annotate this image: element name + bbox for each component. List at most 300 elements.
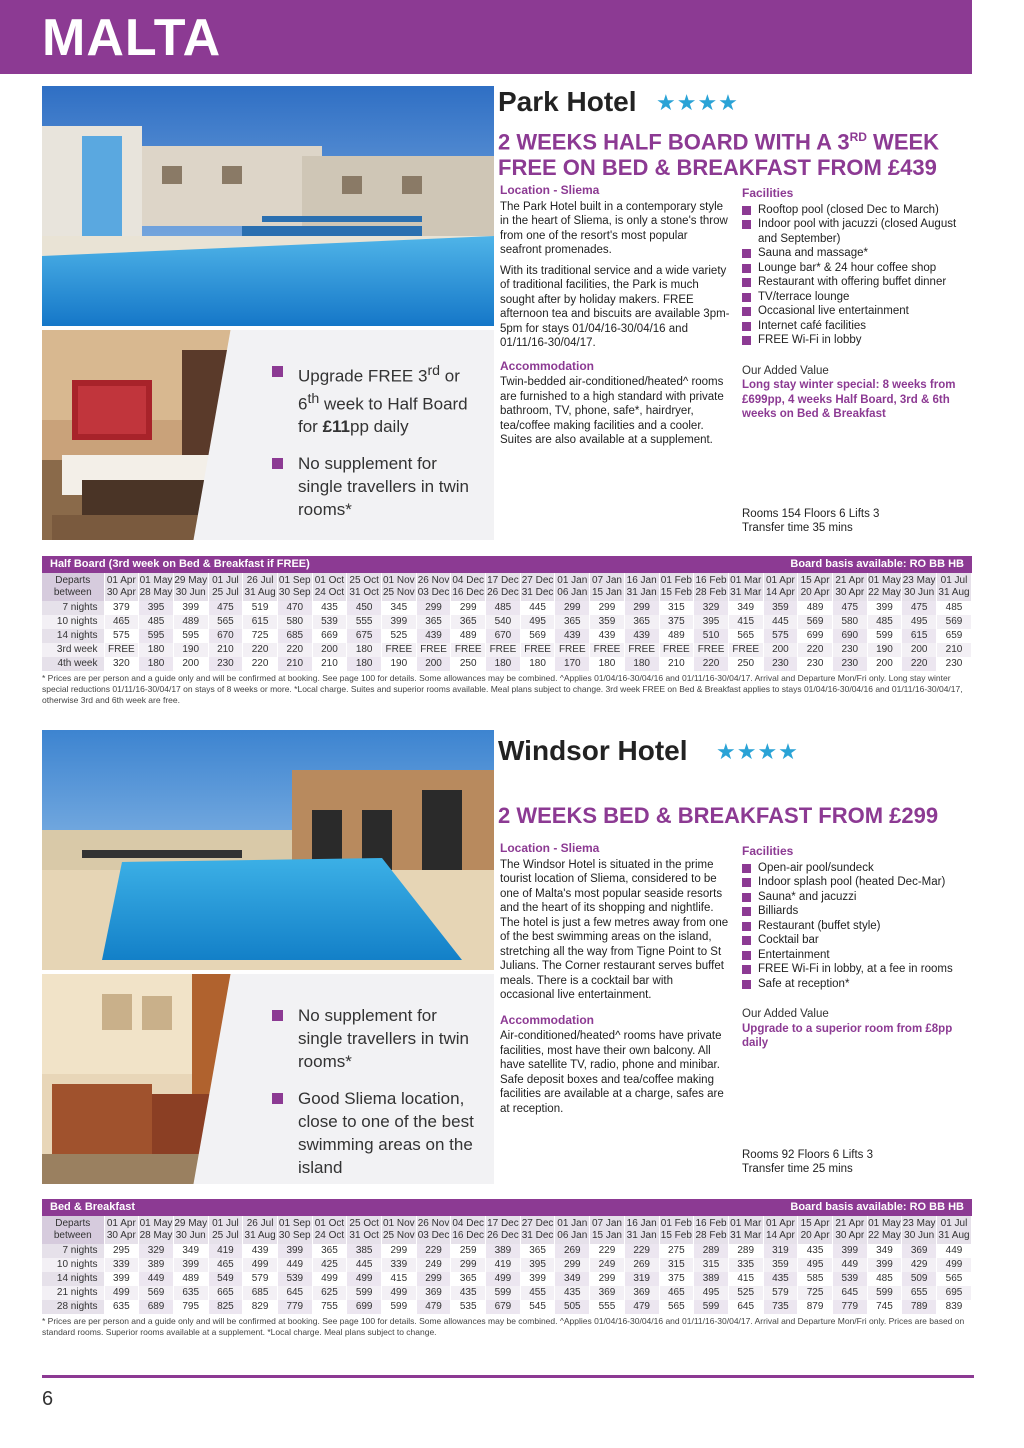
period-start: 01 Apr: [106, 575, 136, 586]
facility-item: Sauna and massage*: [742, 246, 972, 261]
price-cell: 635: [173, 1286, 208, 1300]
period-start: 01 Feb: [660, 575, 692, 586]
row-label: 14 nights: [42, 629, 104, 643]
period-header: [451, 573, 486, 601]
price-cell: 220: [243, 657, 278, 671]
park-stats-rooms: Rooms 154 Floors 6 Lifts 3: [742, 508, 880, 520]
period-end: 28 May: [139, 1230, 173, 1241]
price-cell: 685: [277, 629, 312, 643]
price-cell: 625: [312, 1286, 347, 1300]
price-cell: 180: [520, 657, 555, 671]
period-start: 01 Jul: [940, 575, 968, 586]
price-cell: 539: [312, 615, 347, 629]
price-cell: 645: [728, 1300, 763, 1314]
park-location-text: The Park Hotel built in a contemporary style in the heart of Sliema, is only a stone's throw from one of the resort's most popular seafront promenades.: [500, 200, 728, 256]
park-price-title: Half Board (3rd week on Bed & Breakfast if FREE): [50, 558, 310, 570]
price-cell: 659: [937, 629, 972, 643]
facility-item: Indoor pool with jacuzzi (closed August and September): [742, 217, 972, 246]
price-cell: 449: [139, 1272, 174, 1286]
period-start: 01 Mar: [730, 575, 762, 586]
period-end: 31 Oct: [349, 1230, 379, 1241]
price-cell: 499: [382, 1286, 417, 1300]
period-end: 06 Jan: [557, 1230, 588, 1241]
windsor-board-basis: Board basis available: RO BB HB: [790, 1201, 964, 1213]
price-cell: 735: [763, 1300, 798, 1314]
facility-item: Rooftop pool (closed Dec to March): [742, 203, 972, 218]
price-cell: 399: [867, 1258, 902, 1272]
park-stats: [742, 507, 879, 535]
price-cell: 399: [173, 601, 208, 615]
price-cell: 190: [867, 643, 902, 657]
period-start: 04 Dec: [452, 575, 485, 586]
period-end: 31 Jan: [626, 587, 657, 598]
windsor-accommodation-heading: Accommodation: [500, 1012, 595, 1027]
park-price-notes: * Prices are per person and a guide only and will be confirmed at booking. See page 100 for details. Some allowances may be combined. ^Applies 01/04/16-30/04/16 and 01/11/16-30/04/17. Arrival and Departure Mon/Fri only. Long stay winter special reductions 01/11/16-30/04/17 on stays of 8 weeks or more. *Local charge. Suites and superior rooms available. Meal plans subject to change. 3rd week FREE on Bed & Breakfast applies to stays 01/04/16-30/04/16 and 01/11/16-30/04/17, otherwise 3rd and 6th week are free.: [42, 673, 963, 705]
price-cell: 299: [451, 1258, 486, 1272]
departs-label: Departs between: [42, 1216, 104, 1244]
park-promo-box: [232, 330, 494, 540]
row-label: 14 nights: [42, 1272, 104, 1286]
price-cell: 495: [694, 1286, 729, 1300]
period-start: 27 Dec: [521, 575, 554, 586]
price-cell: 455: [520, 1286, 555, 1300]
price-cell: 555: [347, 615, 382, 629]
facility-item: FREE Wi-Fi in lobby: [742, 333, 972, 348]
price-cell: 320: [104, 657, 139, 671]
period-header: [416, 1216, 451, 1244]
period-header: [832, 573, 867, 601]
price-cell: 755: [312, 1300, 347, 1314]
price-cell: 465: [208, 1258, 243, 1272]
page-title: MALTA: [42, 9, 222, 67]
park-price-table: [42, 556, 972, 706]
facility-item: Indoor splash pool (heated Dec-Mar): [742, 875, 972, 890]
period-header: [277, 1216, 312, 1244]
price-cell: 220: [798, 643, 833, 657]
price-cell: 249: [416, 1258, 451, 1272]
period-header: [173, 1216, 208, 1244]
price-cell: 365: [520, 1244, 555, 1258]
price-cell: 359: [763, 601, 798, 615]
period-header: [902, 1216, 937, 1244]
price-cell: 879: [798, 1300, 833, 1314]
price-cell: 489: [451, 629, 486, 643]
price-cell: 299: [555, 1258, 590, 1272]
period-end: 26 Dec: [487, 587, 519, 598]
price-cell: 379: [104, 601, 139, 615]
period-start: 17 Dec: [487, 575, 519, 586]
price-cell: 575: [104, 629, 139, 643]
park-board-basis: Board basis available: RO BB HB: [790, 558, 964, 570]
period-header: [243, 1216, 278, 1244]
price-cell: 695: [937, 1286, 972, 1300]
park-hotel-name: Park Hotel: [498, 86, 637, 117]
period-header: [798, 1216, 833, 1244]
period-header: [382, 573, 417, 601]
price-cell: 475: [208, 601, 243, 615]
period-header: [937, 1216, 972, 1244]
windsor-location-text: The Windsor Hotel is situated in the prime tourist location of Sliema, considered to be one of Malta's most popular seaside resorts and the heart of its shopping and nightlife. The hotel is just a few metres away from one of the best swimming areas on the island, stretching all the way from Tigne Point to St Julians. The Corner restaurant serves buffet meals. There is a cocktail bar with occasional live entertainment.: [500, 858, 729, 1001]
price-cell: 299: [624, 601, 659, 615]
price-cell: 485: [867, 1272, 902, 1286]
period-end: 15 Jan: [591, 587, 622, 598]
facility-item: FREE Wi-Fi in lobby, at a fee in rooms: [742, 962, 972, 977]
park-accommodation-text: Twin-bedded air-conditioned/heated^ rooms are furnished to a high standard with private bathroom, TV, phone, safe*, hairdryer, tea/coffee making facilities and a cooler. Suites are also available at a supplement.: [500, 376, 724, 446]
price-cell: 579: [763, 1286, 798, 1300]
park-facilities-heading: Facilities: [742, 186, 794, 200]
price-cell: 435: [763, 1272, 798, 1286]
period-start: 01 Sep: [278, 575, 311, 586]
price-cell: 645: [832, 1286, 867, 1300]
price-cell: 509: [902, 1272, 937, 1286]
price-cell: 779: [277, 1300, 312, 1314]
table-row: [42, 1272, 972, 1286]
price-cell: 569: [798, 615, 833, 629]
price-cell: 569: [937, 615, 972, 629]
price-cell: 575: [763, 629, 798, 643]
price-cell: 259: [451, 1244, 486, 1258]
price-cell: 399: [104, 1272, 139, 1286]
period-end: 31 Aug: [938, 1230, 970, 1241]
price-cell: 599: [486, 1286, 521, 1300]
price-cell: 499: [312, 1272, 347, 1286]
period-start: 01 Feb: [660, 1218, 692, 1229]
price-cell: 599: [867, 629, 902, 643]
facility-item: TV/terrace lounge: [742, 290, 972, 305]
price-cell: 795: [173, 1300, 208, 1314]
period-end: 20 Apr: [800, 1230, 830, 1241]
price-cell: 595: [173, 629, 208, 643]
price-cell: 685: [243, 1286, 278, 1300]
price-cell: 745: [867, 1300, 902, 1314]
price-cell: 665: [208, 1286, 243, 1300]
windsor-description: [500, 841, 730, 1122]
park-stats-transfer: Transfer time 35 mins: [742, 522, 853, 534]
price-cell: 470: [277, 601, 312, 615]
period-start: 01 Oct: [314, 1218, 345, 1229]
price-cell: 485: [867, 615, 902, 629]
price-cell: 549: [208, 1272, 243, 1286]
period-start: 15 Apr: [800, 575, 830, 586]
price-cell: 499: [486, 1272, 521, 1286]
period-header: [902, 573, 937, 601]
price-cell: 220: [902, 657, 937, 671]
price-cell: 365: [555, 615, 590, 629]
price-cell: 339: [104, 1258, 139, 1272]
period-end: 20 Apr: [800, 587, 830, 598]
price-cell: 510: [694, 629, 729, 643]
price-cell: 489: [173, 615, 208, 629]
period-start: 01 Apr: [106, 1218, 136, 1229]
price-cell: 445: [520, 601, 555, 615]
price-cell: 679: [486, 1300, 521, 1314]
price-cell: 375: [659, 1272, 694, 1286]
period-header: [208, 1216, 243, 1244]
price-cell: 250: [451, 657, 486, 671]
row-label: 3rd week: [42, 643, 104, 657]
period-end: 22 May: [868, 1230, 901, 1241]
price-cell: 299: [555, 601, 590, 615]
price-cell: 389: [486, 1244, 521, 1258]
period-header: [798, 573, 833, 601]
price-cell: 435: [451, 1286, 486, 1300]
price-cell: FREE: [104, 643, 139, 657]
price-cell: 445: [347, 1258, 382, 1272]
price-cell: FREE: [451, 643, 486, 657]
period-end: 31 Dec: [521, 1230, 554, 1241]
price-cell: 210: [937, 643, 972, 657]
price-cell: FREE: [659, 643, 694, 657]
windsor-accommodation-text: Air-conditioned/heated^ rooms have private facilities, most have their own balcony. All have satellite TV, radio, phone and minibar. Safe deposit boxes and tea/coffee making facilities are available at a charge, safes are at reception.: [500, 1030, 724, 1115]
price-cell: 385: [347, 1244, 382, 1258]
price-cell: 499: [243, 1258, 278, 1272]
price-cell: 315: [659, 1258, 694, 1272]
period-header: [624, 573, 659, 601]
windsor-price-header: [42, 1199, 972, 1216]
price-cell: 180: [486, 657, 521, 671]
facility-item: Occasional live entertainment: [742, 304, 972, 319]
price-cell: 465: [104, 615, 139, 629]
period-end: 28 Feb: [695, 1230, 727, 1241]
period-header: [139, 573, 174, 601]
price-cell: 415: [382, 1272, 417, 1286]
price-cell: 655: [902, 1286, 937, 1300]
price-cell: FREE: [382, 643, 417, 657]
price-cell: FREE: [694, 643, 729, 657]
period-start: 16 Feb: [695, 1218, 727, 1229]
windsor-pool-photo: [42, 730, 494, 970]
price-cell: 579: [243, 1272, 278, 1286]
price-cell: 525: [728, 1286, 763, 1300]
period-header: [555, 573, 590, 601]
period-header: [659, 1216, 694, 1244]
price-cell: 599: [382, 1300, 417, 1314]
price-cell: 419: [486, 1258, 521, 1272]
price-cell: 599: [347, 1286, 382, 1300]
price-cell: 375: [659, 615, 694, 629]
period-header: [486, 573, 521, 601]
departs-label: Departs between: [42, 573, 104, 601]
price-cell: 725: [798, 1286, 833, 1300]
period-end: 30 Apr: [835, 587, 865, 598]
period-header: [312, 1216, 347, 1244]
page-banner: [0, 0, 972, 74]
period-header: [763, 573, 798, 601]
price-cell: 539: [277, 1272, 312, 1286]
period-header: [173, 573, 208, 601]
price-cell: 315: [694, 1258, 729, 1272]
period-header: [208, 573, 243, 601]
period-end: 24 Oct: [314, 587, 345, 598]
windsor-headline: 2 WEEKS BED & BREAKFAST FROM £299: [498, 803, 939, 828]
park-price-header: [42, 556, 972, 573]
park-location-heading: Location - Sliema: [500, 183, 600, 197]
period-start: 01 May: [139, 1218, 173, 1229]
row-label: 7 nights: [42, 1244, 104, 1258]
price-cell: 839: [937, 1300, 972, 1314]
period-end: 28 Feb: [695, 587, 727, 598]
period-end: 30 Sep: [278, 1230, 311, 1241]
period-end: 31 Oct: [349, 587, 379, 598]
price-cell: 315: [659, 601, 694, 615]
price-cell: 210: [277, 657, 312, 671]
period-header: [590, 1216, 625, 1244]
period-start: 01 Nov: [383, 575, 415, 586]
price-cell: 495: [520, 615, 555, 629]
period-end: 25 Nov: [383, 587, 415, 598]
price-cell: 190: [173, 643, 208, 657]
period-header: [347, 573, 382, 601]
price-cell: 789: [902, 1300, 937, 1314]
period-start: 16 Jan: [626, 1218, 657, 1229]
price-cell: 289: [694, 1244, 729, 1258]
table-row: [42, 1258, 972, 1272]
table-row: [42, 615, 972, 629]
price-cell: 475: [832, 601, 867, 615]
price-cell: 399: [832, 1244, 867, 1258]
period-start: 21 Apr: [835, 575, 865, 586]
facility-item: Open-air pool/sundeck: [742, 861, 972, 876]
period-start: 26 Jul: [246, 575, 274, 586]
page-number: 6: [42, 1388, 54, 1410]
period-header: [382, 1216, 417, 1244]
windsor-added-value-text: Upgrade to a superior room from £8pp daily: [742, 1022, 953, 1049]
period-start: 16 Feb: [695, 575, 727, 586]
price-cell: 435: [798, 1244, 833, 1258]
price-cell: 229: [416, 1244, 451, 1258]
windsor-price-grid: [42, 1216, 972, 1314]
price-cell: 419: [208, 1244, 243, 1258]
price-cell: 180: [347, 657, 382, 671]
price-cell: 349: [728, 601, 763, 615]
footer-divider: [42, 1375, 974, 1378]
period-header: [867, 1216, 902, 1244]
price-cell: 275: [659, 1244, 694, 1258]
period-header: [347, 1216, 382, 1244]
period-header: [624, 1216, 659, 1244]
price-cell: 699: [347, 1300, 382, 1314]
price-cell: 485: [937, 601, 972, 615]
price-cell: 670: [486, 629, 521, 643]
price-cell: 779: [832, 1300, 867, 1314]
facility-item: Sauna* and jacuzzi: [742, 890, 972, 905]
price-cell: 200: [763, 643, 798, 657]
price-cell: 395: [694, 615, 729, 629]
price-cell: 299: [382, 1244, 417, 1258]
period-start: 01 Jul: [940, 1218, 968, 1229]
price-cell: 369: [416, 1286, 451, 1300]
price-cell: 269: [624, 1258, 659, 1272]
park-star-rating: ★★★★: [656, 90, 739, 115]
price-cell: FREE: [728, 643, 763, 657]
price-cell: 519: [243, 601, 278, 615]
period-start: 01 Jan: [557, 1218, 588, 1229]
period-header: [451, 1216, 486, 1244]
price-cell: 449: [937, 1244, 972, 1258]
table-row: [42, 1244, 972, 1258]
price-cell: 329: [139, 1244, 174, 1258]
windsor-facilities-list: [742, 861, 972, 992]
price-cell: 349: [173, 1244, 208, 1258]
price-cell: 230: [832, 657, 867, 671]
price-cell: 230: [937, 657, 972, 671]
price-cell: 365: [416, 615, 451, 629]
windsor-promo-box: [232, 974, 494, 1184]
period-start: 01 Jan: [557, 575, 588, 586]
period-end: 30 Apr: [835, 1230, 865, 1241]
period-end: 30 Apr: [106, 1230, 136, 1241]
price-cell: 479: [624, 1300, 659, 1314]
price-cell: 429: [902, 1258, 937, 1272]
period-header: [590, 573, 625, 601]
windsor-promo-item: No supplement for single travellers in twin rooms*: [272, 1004, 480, 1073]
price-cell: 635: [104, 1300, 139, 1314]
period-end: 14 Apr: [765, 1230, 795, 1241]
period-end: 30 Jun: [904, 1230, 935, 1241]
period-end: 15 Jan: [591, 1230, 622, 1241]
period-start: 07 Jan: [591, 575, 622, 586]
period-start: 26 Jul: [246, 1218, 274, 1229]
park-price-grid: [42, 573, 972, 671]
period-header: [486, 1216, 521, 1244]
price-cell: 229: [590, 1244, 625, 1258]
price-cell: 299: [451, 601, 486, 615]
windsor-price-notes: * Prices are per person and a guide only and will be confirmed at booking. See page 100 for details. Some allowances may be combined. ^Applies 01/04/16-30/04/16 and 01/11/16-30/04/17. Arrival and Departure Mon/Fri only. Prices are based on standard rooms. Superior rooms available at a supplement. *Local charge. Meal plans subject to change.: [42, 1316, 965, 1337]
price-cell: 210: [659, 657, 694, 671]
price-cell: 359: [763, 1258, 798, 1272]
price-cell: 230: [798, 657, 833, 671]
row-label: 10 nights: [42, 615, 104, 629]
period-start: 17 Dec: [487, 1218, 519, 1229]
price-cell: 369: [590, 1286, 625, 1300]
price-cell: 220: [243, 643, 278, 657]
row-label: 7 nights: [42, 601, 104, 615]
price-cell: FREE: [555, 643, 590, 657]
price-cell: 645: [277, 1286, 312, 1300]
price-cell: 465: [659, 1286, 694, 1300]
price-cell: 545: [520, 1300, 555, 1314]
windsor-added-value-label: Our Added Value: [742, 1008, 829, 1020]
period-start: 23 May: [902, 1218, 936, 1229]
period-header: [104, 1216, 139, 1244]
price-cell: 670: [208, 629, 243, 643]
table-row: [42, 629, 972, 643]
price-cell: 289: [728, 1244, 763, 1258]
windsor-price-title: Bed & Breakfast: [50, 1201, 135, 1213]
period-header: [763, 1216, 798, 1244]
price-cell: 210: [312, 657, 347, 671]
period-end: 16 Dec: [452, 587, 485, 598]
period-start: 01 Oct: [314, 575, 345, 586]
price-cell: 180: [139, 657, 174, 671]
period-start: 01 Jul: [212, 575, 239, 586]
price-cell: FREE: [486, 643, 521, 657]
price-cell: 599: [694, 1300, 729, 1314]
price-cell: 595: [139, 629, 174, 643]
period-end: 03 Dec: [417, 1230, 450, 1241]
price-cell: 359: [590, 615, 625, 629]
period-start: 26 Nov: [417, 575, 450, 586]
price-cell: 565: [728, 629, 763, 643]
price-cell: 525: [382, 629, 417, 643]
period-header: [139, 1216, 174, 1244]
period-end: 31 Aug: [244, 1230, 276, 1241]
price-cell: FREE: [590, 643, 625, 657]
period-end: 30 Sep: [278, 587, 311, 598]
price-cell: 190: [382, 657, 417, 671]
price-cell: 435: [555, 1286, 590, 1300]
price-cell: 299: [416, 1272, 451, 1286]
